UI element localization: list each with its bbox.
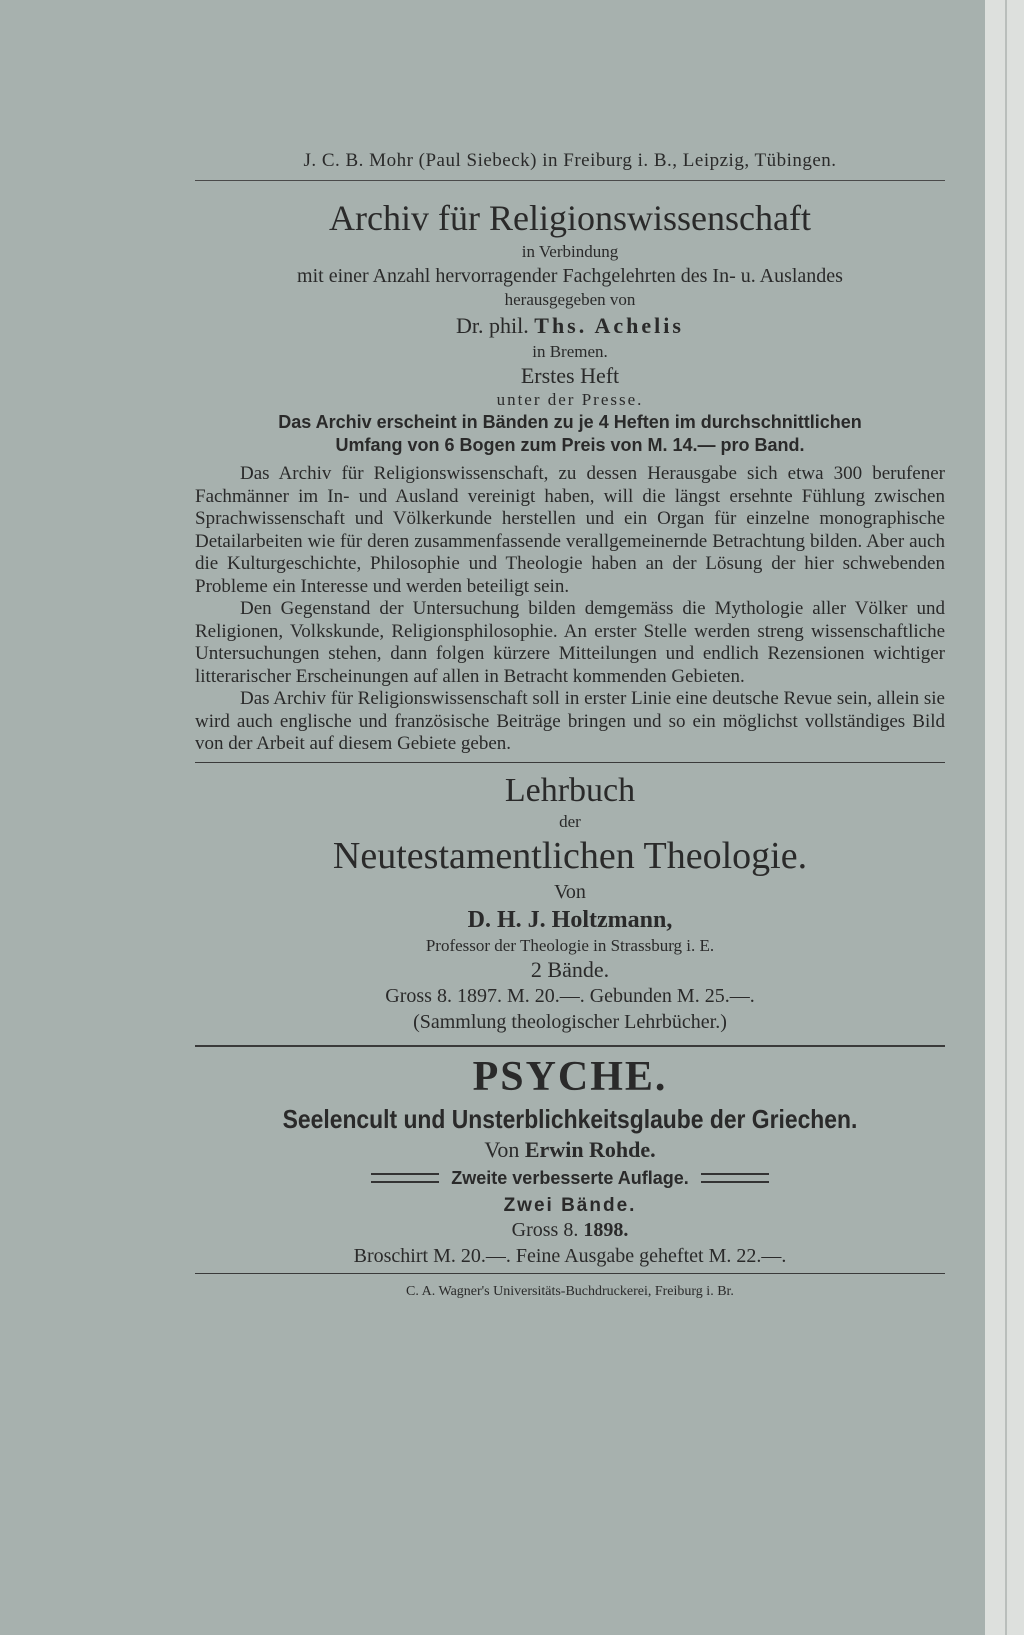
archiv-line2: mit einer Anzahl hervorragender Fachgelehrten des In- u. Auslandes <box>297 265 843 287</box>
archiv-heft: Erstes Heft <box>520 363 620 388</box>
archiv-section <box>195 195 945 756</box>
lehrbuch-series: (Sammlung theologischer Lehrbücher.) <box>413 1010 727 1033</box>
psyche-volumes: Zwei Bände. <box>503 1194 637 1216</box>
psyche-edition-row <box>195 1167 945 1190</box>
page-edge-line <box>1005 0 1007 1635</box>
psyche-section <box>195 1053 945 1269</box>
archiv-paragraph-3: Das Archiv für Religionswissenschaft soll in erster Linie eine deutsche Revue sein, allein sie wird auch englische und französische Beiträge bringen und so ein möglichst vollständiges Bild von der Arbeit auf diesem Gebiete geben. <box>195 688 945 754</box>
psyche-edition: Zweite verbesserte Auflage. <box>451 1167 689 1188</box>
archiv-editor <box>195 311 945 341</box>
printer-line: C. A. Wagner's Universitäts-Buchdruckerei, Freiburg i. Br. <box>406 1283 734 1299</box>
publisher-line: J. C. B. Mohr (Paul Siebeck) in Freiburg i. B., Leipzig, Tübingen. <box>195 150 945 181</box>
archiv-paragraph-1: Das Archiv für Religionswissenschaft, zu dessen Herausgabe sich etwa 300 berufener Fachmänner im In- und Ausland vereinigt haben, will die längst ersehnte Fühlung zwischen Sprachwissenschaft und Völkerkunde herstellen und ein Organ für einzelne monographische Detailarbeiten wie für deren zusammenfassende verallgemeinernde Betrachtung bilden. Aber auch die Kulturgeschichte, Philosophie und Theologie haben an der Lösung der hier schwebenden Probleme ein Interesse und werden beteiligt sein. <box>195 463 945 597</box>
double-rule-right <box>701 1173 769 1183</box>
archiv-title: Archiv für Religionswissenschaft <box>329 198 811 238</box>
divider-3 <box>195 1273 945 1274</box>
psyche-price: Broschirt M. 20.—. Feine Ausgabe geheftet M. 22.—. <box>353 1244 787 1267</box>
lehrbuch-title1: Lehrbuch <box>504 771 636 809</box>
editor-place: in Bremen. <box>532 342 608 361</box>
lehrbuch-author: D. H. J. Holtzmann, <box>467 906 673 933</box>
psyche-author-line <box>195 1137 945 1163</box>
psyche-format: Gross 8. 1898. <box>511 1218 629 1241</box>
psyche-von: Von <box>484 1136 520 1162</box>
editor-prefix: Dr. phil. <box>456 313 529 338</box>
lehrbuch-volumes: 2 Bände. <box>530 956 610 982</box>
psyche-subtitle: Seelencult und Unsterblichkeitsglaube der Griechen. <box>282 1103 858 1134</box>
lehrbuch-position: Professor der Theologie in Strassburg i. E. <box>425 935 715 955</box>
lehrbuch-der: der <box>559 811 581 831</box>
archiv-notice-line1: Das Archiv erscheint in Bänden zu je 4 Heften im durchschnittlichen <box>278 412 862 432</box>
advertisement-page <box>195 150 945 1302</box>
double-rule-left <box>371 1173 439 1183</box>
archiv-line3: herausgegeben von <box>504 290 636 309</box>
archiv-line1: in Verbindung <box>521 242 619 261</box>
psyche-year: 1898. <box>583 1218 629 1241</box>
lehrbuch-section <box>195 771 945 1035</box>
psyche-author: Erwin Rohde. <box>524 1136 656 1162</box>
lehrbuch-price: Gross 8. 1897. M. 20.—. Gebunden M. 25.—. <box>385 984 755 1007</box>
editor-name: Ths. Achelis <box>534 313 684 338</box>
lehrbuch-von: Von <box>554 880 586 903</box>
divider-1 <box>195 762 945 763</box>
archiv-notice-line2: Umfang von 6 Bogen zum Preis von M. 14.— pro Band. <box>335 435 805 455</box>
psyche-title: PSYCHE. <box>472 1053 668 1100</box>
lehrbuch-title2: Neutestamentlichen Theologie. <box>332 834 808 877</box>
archiv-presse: unter der Presse. <box>496 390 644 409</box>
divider-2 <box>195 1045 945 1047</box>
archiv-paragraph-2: Den Gegenstand der Untersuchung bilden demgemäss die Mythologie aller Völker und Religionen, Volkskunde, Religionsphilosophie. An erster Stelle werden streng wissenschaftliche Untersuchungen stehen, dann folgen kürzere Mitteilungen und endlich Rezensionen wichtiger litterarischer Erscheinungen auf allen in Betracht kommenden Gebieten. <box>195 598 945 687</box>
